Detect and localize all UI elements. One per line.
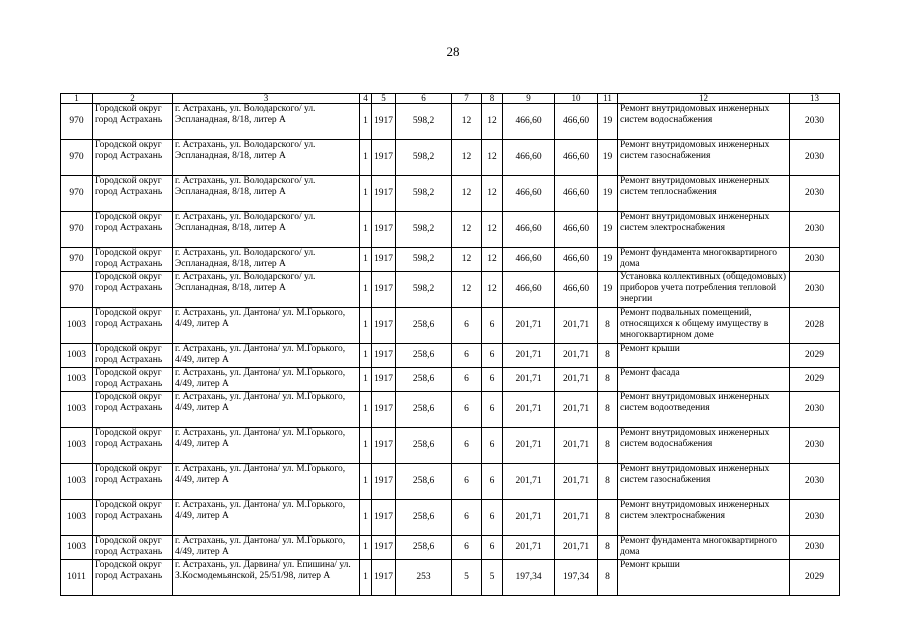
col-8-cell: 6 — [482, 368, 503, 392]
work-type-cell: Ремонт крыши — [618, 560, 790, 596]
work-type-cell: Ремонт фундамента многоквартирного дома — [618, 536, 790, 560]
col-11-cell: 8 — [598, 428, 618, 464]
cost-value-cell: 201,71 — [555, 500, 598, 536]
row-number-cell: 1003 — [61, 500, 93, 536]
year-cell: 1917 — [372, 104, 396, 140]
page-number: 28 — [446, 44, 460, 59]
column-header: 6 — [396, 94, 452, 104]
target-year-cell: 2029 — [790, 368, 840, 392]
row-number-cell: 1011 — [61, 560, 93, 596]
col-8-cell: 12 — [482, 140, 503, 176]
column-header: 3 — [173, 94, 360, 104]
target-year-cell: 2030 — [790, 272, 840, 308]
col-8-cell: 6 — [482, 392, 503, 428]
address-cell: г. Астрахань, ул. Дантона/ ул. М.Горького, 4/49, литер А — [173, 428, 360, 464]
table-row — [61, 176, 840, 212]
municipality-cell: Городской округ город Астрахань — [93, 344, 173, 368]
year-cell: 1917 — [372, 308, 396, 344]
cost-value-cell: 201,71 — [555, 428, 598, 464]
address-cell: г. Астрахань, ул. Дантона/ ул. М.Горького, 4/49, литер А — [173, 500, 360, 536]
table-row — [61, 272, 840, 308]
table-row — [61, 308, 840, 344]
col-7-cell: 12 — [452, 176, 482, 212]
row-number-cell: 1003 — [61, 344, 93, 368]
row-number-cell: 970 — [61, 248, 93, 272]
target-year-cell: 2028 — [790, 308, 840, 344]
address-cell: г. Астрахань, ул. Володарского/ ул. Эспланадная, 8/18, литер А — [173, 176, 360, 212]
row-number-cell: 1003 — [61, 428, 93, 464]
col-7-cell: 6 — [452, 368, 482, 392]
municipality-cell: Городской округ город Астрахань — [93, 176, 173, 212]
col-7-cell: 6 — [452, 308, 482, 344]
area-cell: 258,6 — [396, 368, 452, 392]
col-8-cell: 12 — [482, 104, 503, 140]
table-row — [61, 212, 840, 248]
col-4-cell: 1 — [360, 368, 372, 392]
col-8-cell: 12 — [482, 176, 503, 212]
address-cell: г. Астрахань, ул. Дантона/ ул. М.Горького, 4/49, литер А — [173, 308, 360, 344]
col-7-cell: 6 — [452, 344, 482, 368]
cost-value-cell: 201,71 — [555, 368, 598, 392]
year-cell: 1917 — [372, 140, 396, 176]
area-cell: 258,6 — [396, 500, 452, 536]
row-number-cell: 970 — [61, 272, 93, 308]
col-11-cell: 8 — [598, 344, 618, 368]
col-11-cell: 19 — [598, 104, 618, 140]
target-year-cell: 2030 — [790, 212, 840, 248]
address-cell: г. Астрахань, ул. Дарвина/ ул. Епишина/ ул. З.Космодемьянской, 25/51/98, литер А — [173, 560, 360, 596]
target-year-cell: 2030 — [790, 248, 840, 272]
address-cell: г. Астрахань, ул. Володарского/ ул. Эспланадная, 8/18, литер А — [173, 140, 360, 176]
municipality-cell: Городской округ город Астрахань — [93, 392, 173, 428]
municipality-cell: Городской округ город Астрахань — [93, 272, 173, 308]
column-header: 4 — [360, 94, 372, 104]
col-8-cell: 6 — [482, 344, 503, 368]
col-8-cell: 6 — [482, 500, 503, 536]
column-header: 8 — [482, 94, 503, 104]
col-11-cell: 19 — [598, 212, 618, 248]
address-cell: г. Астрахань, ул. Володарского/ ул. Эспланадная, 8/18, литер А — [173, 272, 360, 308]
col-4-cell: 1 — [360, 140, 372, 176]
work-type-cell: Ремонт внутридомовых инженерных систем электроснабжения — [618, 500, 790, 536]
municipality-cell: Городской округ город Астрахань — [93, 536, 173, 560]
table-row — [61, 248, 840, 272]
table-row — [61, 464, 840, 500]
area-cell: 598,2 — [396, 248, 452, 272]
col-7-cell: 5 — [452, 560, 482, 596]
col-7-cell: 6 — [452, 428, 482, 464]
municipality-cell: Городской округ город Астрахань — [93, 464, 173, 500]
address-cell: г. Астрахань, ул. Володарского/ ул. Эспланадная, 8/18, литер А — [173, 212, 360, 248]
col-4-cell: 1 — [360, 500, 372, 536]
col-4-cell: 1 — [360, 212, 372, 248]
row-number-cell: 970 — [61, 176, 93, 212]
table-row — [61, 560, 840, 596]
year-cell: 1917 — [372, 500, 396, 536]
address-cell: г. Астрахань, ул. Дантона/ ул. М.Горького, 4/49, литер А — [173, 392, 360, 428]
cost-value-cell: 201,71 — [555, 392, 598, 428]
target-year-cell: 2030 — [790, 392, 840, 428]
col-4-cell: 1 — [360, 248, 372, 272]
year-cell: 1917 — [372, 560, 396, 596]
work-type-cell: Установка коллективных (общедомовых) приборов учета потребления тепловой энергии — [618, 272, 790, 308]
col-11-cell: 8 — [598, 308, 618, 344]
area-cell: 258,6 — [396, 344, 452, 368]
work-type-cell: Ремонт крыши — [618, 344, 790, 368]
work-type-cell: Ремонт фасада — [618, 368, 790, 392]
col-7-cell: 12 — [452, 212, 482, 248]
table-body — [61, 104, 840, 596]
row-number-cell: 1003 — [61, 464, 93, 500]
address-cell: г. Астрахань, ул. Дантона/ ул. М.Горького, 4/49, литер А — [173, 344, 360, 368]
work-type-cell: Ремонт фундамента многоквартирного дома — [618, 248, 790, 272]
cost-value-cell: 466,60 — [555, 272, 598, 308]
address-cell: г. Астрахань, ул. Дантона/ ул. М.Горького, 4/49, литер А — [173, 464, 360, 500]
col-8-cell: 6 — [482, 308, 503, 344]
municipality-cell: Городской округ город Астрахань — [93, 104, 173, 140]
cost-value-cell: 466,60 — [555, 212, 598, 248]
table-row — [61, 140, 840, 176]
work-type-cell: Ремонт внутридомовых инженерных систем газоснабжения — [618, 464, 790, 500]
table-row — [61, 536, 840, 560]
column-header: 2 — [93, 94, 173, 104]
area-cell: 253 — [396, 560, 452, 596]
target-year-cell: 2029 — [790, 560, 840, 596]
col-11-cell: 19 — [598, 176, 618, 212]
header-row — [61, 94, 840, 104]
cost-total-cell: 201,71 — [503, 428, 555, 464]
address-cell: г. Астрахань, ул. Володарского/ ул. Эспланадная, 8/18, литер А — [173, 104, 360, 140]
col-7-cell: 12 — [452, 140, 482, 176]
work-type-cell: Ремонт внутридомовых инженерных систем водоснабжения — [618, 104, 790, 140]
cost-total-cell: 201,71 — [503, 344, 555, 368]
table-row — [61, 428, 840, 464]
target-year-cell: 2030 — [790, 500, 840, 536]
cost-total-cell: 466,60 — [503, 272, 555, 308]
col-7-cell: 6 — [452, 536, 482, 560]
cost-value-cell: 466,60 — [555, 248, 598, 272]
column-header: 7 — [452, 94, 482, 104]
row-number-cell: 970 — [61, 104, 93, 140]
row-number-cell: 970 — [61, 212, 93, 248]
area-cell: 598,2 — [396, 212, 452, 248]
col-11-cell: 8 — [598, 536, 618, 560]
cost-total-cell: 466,60 — [503, 212, 555, 248]
address-cell: г. Астрахань, ул. Володарского/ ул. Эспланадная, 8/18, литер А — [173, 248, 360, 272]
cost-total-cell: 201,71 — [503, 308, 555, 344]
work-type-cell: Ремонт внутридомовых инженерных систем водоотведения — [618, 392, 790, 428]
col-4-cell: 1 — [360, 308, 372, 344]
municipality-cell: Городской округ город Астрахань — [93, 308, 173, 344]
col-8-cell: 12 — [482, 272, 503, 308]
col-11-cell: 8 — [598, 368, 618, 392]
work-type-cell: Ремонт внутридомовых инженерных систем теплоснабжения — [618, 176, 790, 212]
row-number-cell: 1003 — [61, 308, 93, 344]
col-7-cell: 6 — [452, 392, 482, 428]
cost-value-cell: 197,34 — [555, 560, 598, 596]
cost-value-cell: 466,60 — [555, 140, 598, 176]
year-cell: 1917 — [372, 212, 396, 248]
cost-value-cell: 201,71 — [555, 536, 598, 560]
target-year-cell: 2030 — [790, 140, 840, 176]
row-number-cell: 1003 — [61, 536, 93, 560]
col-8-cell: 6 — [482, 536, 503, 560]
address-cell: г. Астрахань, ул. Дантона/ ул. М.Горького, 4/49, литер А — [173, 536, 360, 560]
cost-total-cell: 201,71 — [503, 368, 555, 392]
col-7-cell: 6 — [452, 500, 482, 536]
col-4-cell: 1 — [360, 176, 372, 212]
col-4-cell: 1 — [360, 536, 372, 560]
col-4-cell: 1 — [360, 428, 372, 464]
col-7-cell: 12 — [452, 104, 482, 140]
work-type-cell: Ремонт внутридомовых инженерных систем водоснабжения — [618, 428, 790, 464]
col-11-cell: 19 — [598, 248, 618, 272]
year-cell: 1917 — [372, 464, 396, 500]
row-number-cell: 970 — [61, 140, 93, 176]
col-8-cell: 5 — [482, 560, 503, 596]
col-11-cell: 8 — [598, 560, 618, 596]
year-cell: 1917 — [372, 392, 396, 428]
col-7-cell: 12 — [452, 272, 482, 308]
target-year-cell: 2030 — [790, 428, 840, 464]
year-cell: 1917 — [372, 176, 396, 212]
area-cell: 598,2 — [396, 104, 452, 140]
work-type-cell: Ремонт внутридомовых инженерных систем газоснабжения — [618, 140, 790, 176]
area-cell: 258,6 — [396, 308, 452, 344]
row-number-cell: 1003 — [61, 392, 93, 428]
capital-repair-table — [60, 93, 840, 596]
row-number-cell: 1003 — [61, 368, 93, 392]
column-header: 11 — [598, 94, 618, 104]
target-year-cell: 2030 — [790, 104, 840, 140]
year-cell: 1917 — [372, 248, 396, 272]
col-8-cell: 6 — [482, 464, 503, 500]
target-year-cell: 2030 — [790, 176, 840, 212]
year-cell: 1917 — [372, 368, 396, 392]
cost-total-cell: 466,60 — [503, 104, 555, 140]
table-row — [61, 500, 840, 536]
column-header: 12 — [618, 94, 790, 104]
column-header: 10 — [555, 94, 598, 104]
cost-total-cell: 466,60 — [503, 140, 555, 176]
area-cell: 258,6 — [396, 392, 452, 428]
area-cell: 598,2 — [396, 272, 452, 308]
target-year-cell: 2030 — [790, 536, 840, 560]
municipality-cell: Городской округ город Астрахань — [93, 140, 173, 176]
col-7-cell: 6 — [452, 464, 482, 500]
cost-value-cell: 466,60 — [555, 176, 598, 212]
cost-total-cell: 466,60 — [503, 176, 555, 212]
col-7-cell: 12 — [452, 248, 482, 272]
col-11-cell: 19 — [598, 272, 618, 308]
target-year-cell: 2029 — [790, 344, 840, 368]
col-11-cell: 19 — [598, 140, 618, 176]
area-cell: 258,6 — [396, 464, 452, 500]
area-cell: 598,2 — [396, 140, 452, 176]
column-header: 13 — [790, 94, 840, 104]
municipality-cell: Городской округ город Астрахань — [93, 212, 173, 248]
cost-total-cell: 197,34 — [503, 560, 555, 596]
col-4-cell: 1 — [360, 464, 372, 500]
table-row — [61, 104, 840, 140]
table-row — [61, 368, 840, 392]
cost-value-cell: 201,71 — [555, 308, 598, 344]
cost-total-cell: 201,71 — [503, 392, 555, 428]
municipality-cell: Городской округ город Астрахань — [93, 500, 173, 536]
address-cell: г. Астрахань, ул. Дантона/ ул. М.Горького, 4/49, литер А — [173, 368, 360, 392]
cost-total-cell: 201,71 — [503, 500, 555, 536]
area-cell: 258,6 — [396, 428, 452, 464]
cost-value-cell: 201,71 — [555, 464, 598, 500]
area-cell: 598,2 — [396, 176, 452, 212]
cost-total-cell: 201,71 — [503, 536, 555, 560]
cost-total-cell: 466,60 — [503, 248, 555, 272]
col-4-cell: 1 — [360, 272, 372, 308]
table-row — [61, 392, 840, 428]
col-4-cell: 1 — [360, 104, 372, 140]
cost-total-cell: 201,71 — [503, 464, 555, 500]
col-4-cell: 1 — [360, 344, 372, 368]
col-4-cell: 1 — [360, 560, 372, 596]
cost-value-cell: 466,60 — [555, 104, 598, 140]
col-8-cell: 12 — [482, 212, 503, 248]
area-cell: 258,6 — [396, 536, 452, 560]
col-8-cell: 6 — [482, 428, 503, 464]
column-header: 1 — [61, 94, 93, 104]
municipality-cell: Городской округ город Астрахань — [93, 560, 173, 596]
col-4-cell: 1 — [360, 392, 372, 428]
year-cell: 1917 — [372, 428, 396, 464]
municipality-cell: Городской округ город Астрахань — [93, 368, 173, 392]
work-type-cell: Ремонт подвальных помещений, относящихся к общему имуществу в многоквартирном доме — [618, 308, 790, 344]
col-11-cell: 8 — [598, 392, 618, 428]
work-type-cell: Ремонт внутридомовых инженерных систем электроснабжения — [618, 212, 790, 248]
column-header: 5 — [372, 94, 396, 104]
column-header: 9 — [503, 94, 555, 104]
year-cell: 1917 — [372, 344, 396, 368]
year-cell: 1917 — [372, 536, 396, 560]
cost-value-cell: 201,71 — [555, 344, 598, 368]
municipality-cell: Городской округ город Астрахань — [93, 428, 173, 464]
col-8-cell: 12 — [482, 248, 503, 272]
year-cell: 1917 — [372, 272, 396, 308]
municipality-cell: Городской округ город Астрахань — [93, 248, 173, 272]
col-11-cell: 8 — [598, 500, 618, 536]
table-row — [61, 344, 840, 368]
col-11-cell: 8 — [598, 464, 618, 500]
target-year-cell: 2030 — [790, 464, 840, 500]
